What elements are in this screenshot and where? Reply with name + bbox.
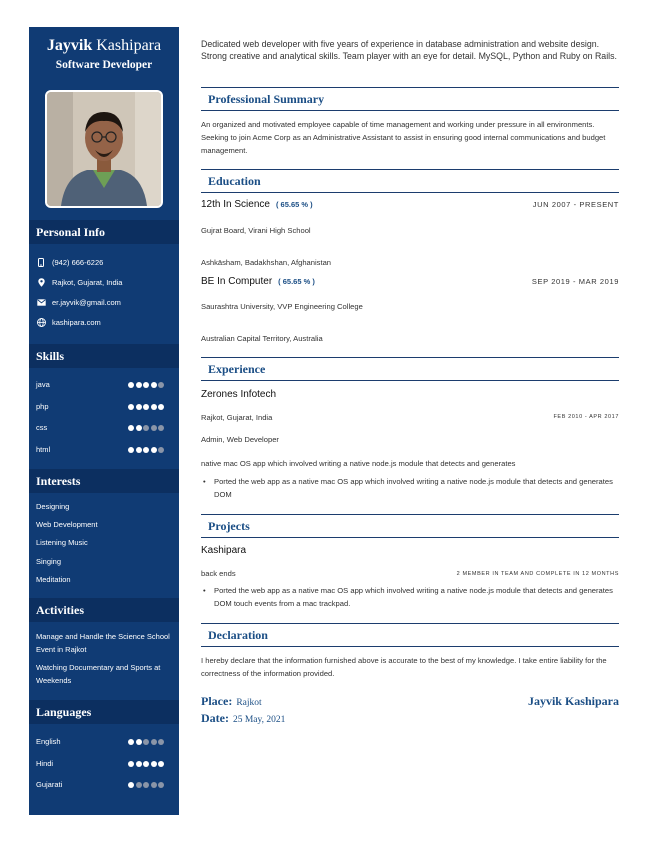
skill-rating bbox=[128, 447, 164, 453]
rating-dot bbox=[136, 447, 142, 453]
skill-name: java bbox=[36, 380, 50, 389]
rating-dot bbox=[151, 447, 157, 453]
rating-dot bbox=[128, 447, 134, 453]
rating-dot bbox=[158, 382, 164, 388]
rating-dot bbox=[151, 382, 157, 388]
rating-dot bbox=[128, 382, 134, 388]
rating-dot bbox=[136, 739, 142, 745]
language-name: Gujarati bbox=[36, 780, 63, 789]
email-icon bbox=[36, 299, 46, 306]
activity-item: Watching Documentary and Sports at Weekends bbox=[36, 663, 161, 685]
project-type: back ends bbox=[201, 569, 236, 578]
activity-item: Manage and Handle the Science School Event in Rajkot bbox=[36, 632, 170, 654]
language-rating bbox=[128, 761, 164, 767]
professional-summary-heading: Professional Summary bbox=[201, 87, 619, 111]
rating-dot bbox=[151, 782, 157, 788]
experience-role: Admin, Web Developer bbox=[201, 435, 279, 444]
rating-dot bbox=[143, 425, 149, 431]
sidebar bbox=[29, 27, 179, 815]
language-name: English bbox=[36, 737, 61, 746]
language-name: Hindi bbox=[36, 758, 54, 768]
education-institution: Saurashtra University, VVP Engineering College bbox=[201, 302, 363, 311]
rating-dot bbox=[128, 761, 134, 767]
phone-row bbox=[36, 258, 172, 267]
education-dates: JUN 2007 - PRESENT bbox=[532, 200, 619, 209]
education-location: Ashkāsham, Badakhshan, Afghanistan bbox=[201, 258, 332, 267]
experience-location: Rajkot, Gujarat, India bbox=[201, 413, 273, 422]
skill-rating bbox=[128, 404, 164, 410]
rating-dot bbox=[143, 447, 149, 453]
rating-dot bbox=[158, 739, 164, 745]
map-pin-icon bbox=[36, 278, 46, 287]
rating-dot bbox=[158, 425, 164, 431]
interest-item: Meditation bbox=[36, 575, 71, 584]
rating-dot bbox=[136, 382, 142, 388]
project-team: 2 MEMBER IN TEAM AND COMPLETE IN 12 MONTHS bbox=[456, 571, 619, 577]
interest-item: Designing bbox=[36, 502, 70, 511]
email-row[interactable] bbox=[36, 298, 172, 307]
project-bullet: • Ported the web app as a native mac OS app which involved writing a native node.js module that detects and generates DOM touch events from a mac trackpad. bbox=[201, 585, 619, 610]
website-row[interactable] bbox=[36, 318, 172, 327]
rating-dot bbox=[143, 382, 149, 388]
date-line: Date: 25 May, 2021 bbox=[201, 711, 286, 725]
experience-company: Zerones Infotech bbox=[201, 389, 277, 400]
education-title: 12th In Science ( 65.65 % ) bbox=[201, 199, 313, 210]
rating-dot bbox=[143, 782, 149, 788]
interest-item: Web Development bbox=[36, 520, 98, 529]
activities-heading: Activities bbox=[29, 598, 179, 622]
rating-dot bbox=[158, 761, 164, 767]
rating-dot bbox=[136, 404, 142, 410]
globe-icon bbox=[36, 318, 46, 327]
experience-heading: Experience bbox=[201, 357, 619, 381]
rating-dot bbox=[158, 404, 164, 410]
experience-dates: FEB 2010 - APR 2017 bbox=[553, 414, 619, 420]
job-title: Software Developer bbox=[55, 59, 153, 71]
phone-text: (942) 666-6226 bbox=[52, 258, 104, 267]
rating-dot bbox=[151, 425, 157, 431]
experience-description: native mac OS app which involved writing a native node.js module that detects and generates bbox=[201, 459, 516, 468]
education-dates: SEP 2019 - MAR 2019 bbox=[531, 277, 619, 286]
education-location: Australian Capital Territory, Australia bbox=[201, 334, 323, 343]
interest-item: Listening Music bbox=[36, 538, 88, 547]
education-percent: ( 65.65 % ) bbox=[275, 200, 313, 209]
declaration-heading: Declaration bbox=[201, 623, 619, 647]
skill-name: html bbox=[36, 444, 51, 454]
rating-dot bbox=[136, 782, 142, 788]
phone-icon bbox=[36, 258, 46, 267]
language-rating bbox=[128, 739, 164, 745]
profile-photo bbox=[45, 90, 163, 208]
declaration-text: I hereby declare that the information furnished above is accurate to the best of my knowledge. I take entire liability for the correctness of the information provided. bbox=[201, 656, 607, 678]
signature-name: Jayvik Kashipara bbox=[527, 694, 619, 708]
rating-dot bbox=[136, 425, 142, 431]
rating-dot bbox=[128, 425, 134, 431]
email-text[interactable]: er.jayvik@gmail.com bbox=[52, 298, 121, 307]
rating-dot bbox=[151, 761, 157, 767]
education-percent: ( 65.65 % ) bbox=[278, 277, 315, 286]
interest-item: Singing bbox=[36, 557, 62, 566]
rating-dot bbox=[158, 782, 164, 788]
date-value: 25 May, 2021 bbox=[232, 715, 286, 725]
interests-heading: Interests bbox=[29, 469, 179, 493]
skill-name: php bbox=[36, 401, 49, 411]
rating-dot bbox=[128, 404, 134, 410]
education-heading: Education bbox=[201, 169, 619, 193]
skill-rating bbox=[128, 425, 164, 431]
skill-name: css bbox=[36, 423, 48, 432]
projects-heading: Projects bbox=[201, 514, 619, 538]
place-value: Rajkot bbox=[236, 698, 262, 708]
rating-dot bbox=[128, 782, 134, 788]
rating-dot bbox=[128, 739, 134, 745]
education-institution: Gujrat Board, Virani High School bbox=[201, 226, 311, 235]
personal-info-heading: Personal Info bbox=[29, 220, 179, 244]
project-name: Kashipara bbox=[201, 545, 247, 556]
education-title: BE In Computer ( 65.65 % ) bbox=[201, 276, 315, 287]
experience-bullet: • Ported the web app as a native mac OS app which involved writing a native node.js module that detects and generates DOM bbox=[201, 476, 619, 501]
rating-dot bbox=[136, 761, 142, 767]
skill-rating bbox=[128, 382, 164, 388]
languages-heading: Languages bbox=[29, 700, 179, 724]
rating-dot bbox=[158, 447, 164, 453]
rating-dot bbox=[143, 739, 149, 745]
location-text: Rajkot, Gujarat, India bbox=[52, 278, 123, 287]
website-text[interactable]: kashipara.com bbox=[52, 318, 101, 327]
language-rating bbox=[128, 782, 164, 788]
skills-heading: Skills bbox=[29, 344, 179, 368]
rating-dot bbox=[151, 404, 157, 410]
place-line: Place: Rajkot bbox=[201, 694, 262, 708]
summary-text: An organized and motivated employee capable of time management and working under pressure in all environments. Seeking to join Acme Corp as an Administrative Assistant to assist in ensuring good internal communications and budget management. bbox=[201, 120, 606, 155]
location-row bbox=[36, 278, 172, 287]
rating-dot bbox=[143, 761, 149, 767]
candidate-name: Jayvik Kashipara bbox=[46, 37, 162, 54]
intro-text: Dedicated web developer with five years of experience in database administration and website design. Strong creative and analytical skills. Team player with an eye for detail. MySQL, Python and Ruby on Rails. bbox=[201, 39, 617, 61]
rating-dot bbox=[143, 404, 149, 410]
rating-dot bbox=[151, 739, 157, 745]
